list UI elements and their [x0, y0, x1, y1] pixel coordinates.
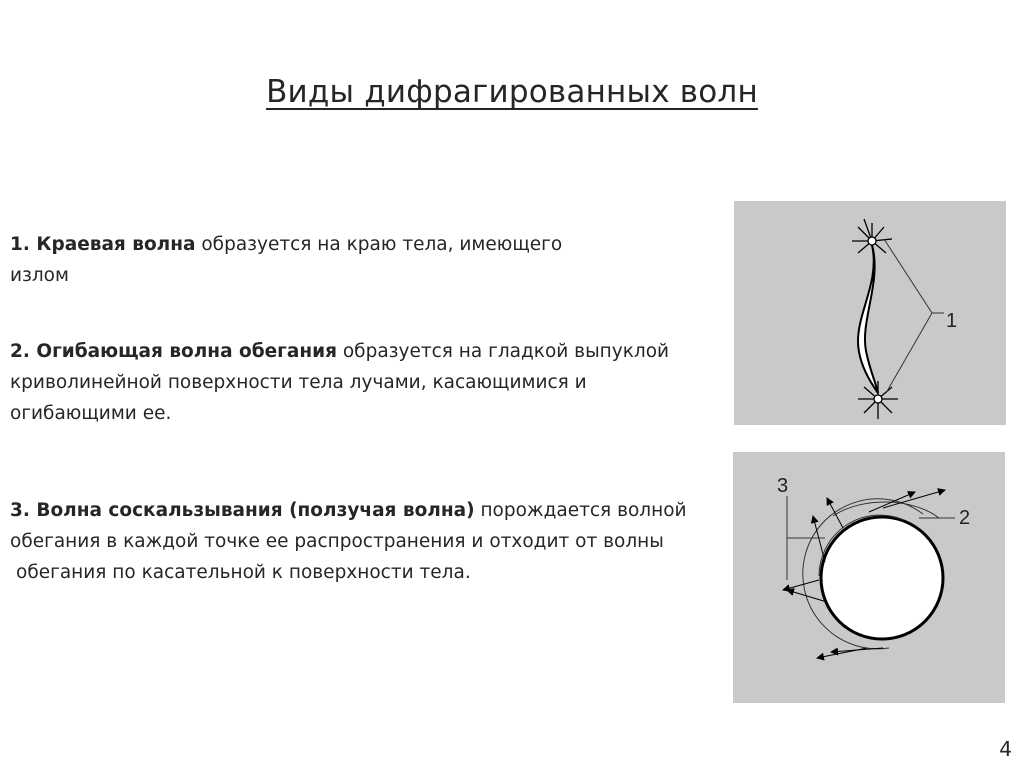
body-circle	[821, 517, 943, 639]
item-edge-wave-line2: излом	[10, 265, 69, 286]
creeping-wave-diagram	[733, 452, 1005, 703]
item-surface-wave-text: образуется на гладкой выпуклой	[336, 341, 670, 362]
item-edge-wave-text: образуется на краю тела, имеющего	[195, 234, 563, 255]
edge-burst-bottom-icon	[858, 381, 898, 419]
item-creeping-wave-text: порождается волной	[474, 500, 687, 521]
item-surface-wave	[10, 336, 730, 429]
item-creeping-wave	[10, 495, 740, 588]
item-creeping-wave-lead: 3. Волна соскальзывания (ползучая волна)	[10, 500, 475, 521]
creeping-wave-label: 3	[777, 475, 789, 497]
item-creeping-wave-line2: обегания в каждой точке ее распространения и отходит от волны	[10, 531, 664, 552]
item-surface-wave-line3: огибающими ее.	[10, 403, 172, 424]
item-surface-wave-lead: 2. Огибающая волна обегания	[10, 341, 337, 362]
edge-wave-diagram	[734, 201, 1006, 425]
edge-pointer-lines	[884, 239, 932, 393]
edge-wave-label: 1	[946, 310, 958, 332]
slide-title: Виды дифрагированных волн	[266, 74, 758, 110]
page-number: 4	[999, 737, 1012, 761]
creeping-wave-figure	[733, 452, 1005, 703]
item-creeping-wave-line3: обегания по касательной к поверхности тела.	[16, 562, 471, 583]
grazing-wave-label: 2	[959, 507, 971, 529]
item-edge-wave-lead: 1. Краевая волна	[10, 234, 196, 255]
item-edge-wave	[10, 229, 630, 291]
edge-body-shape	[858, 245, 878, 393]
edge-wave-figure	[734, 201, 1006, 425]
item-surface-wave-line2: криволинейной поверхности тела лучами, касающимися и	[10, 372, 587, 393]
